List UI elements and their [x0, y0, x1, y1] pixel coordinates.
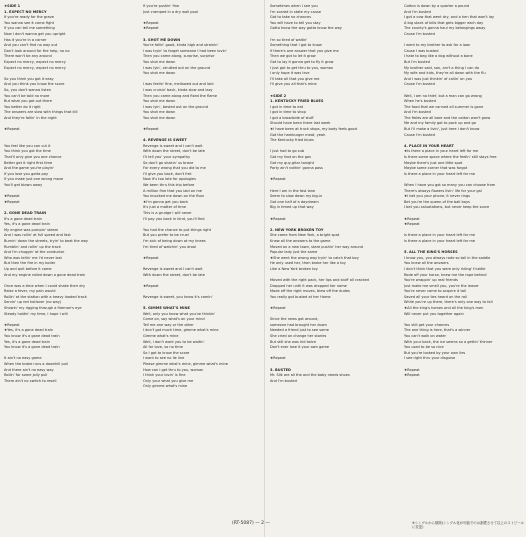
lyric-line: You still get your chances	[404, 322, 450, 327]
lyric-line: Expect no mercy, expect no mercy	[4, 65, 66, 70]
lyric-line: When I have you got so many you can choose from	[404, 183, 496, 187]
lyric-line: Rollin' at the station with a heavy loaded track	[4, 294, 87, 299]
lyric-line: I'll give you all that's mine	[270, 82, 317, 87]
lyric-line: ★Repeat	[404, 373, 420, 378]
lyric-line: So you think you got it easy	[4, 76, 54, 81]
lyric-line: You knocked me down on the floor	[143, 194, 205, 199]
lyric-line: Got to take no chances	[270, 15, 312, 20]
lyric-line: Will never put you together again	[404, 311, 464, 316]
footnote: ※シングルから削除(シングル化が可能でのは割愛させて以上のストピールに変更)	[412, 521, 524, 530]
lyric-line: The Kentucky fried blues	[270, 138, 314, 143]
lyric-line: That'll only give you one chance	[4, 155, 62, 160]
lyric-line: I'll take all that you give me	[270, 76, 320, 81]
lyric-line: Bet you're the queen of the ball boys	[404, 199, 470, 204]
lyric-line: And you can't find no way out	[4, 43, 58, 48]
lyric-line: 3. SHOT ME DOWN	[143, 37, 181, 42]
lyric-line: If you make just one wrong move	[4, 177, 64, 182]
lyric-line: He only used her, then broke her like a toy	[270, 261, 346, 266]
lyric-line: And I'm busted	[404, 110, 431, 115]
lyric-line: Gimme what's mine	[143, 334, 179, 339]
lyric-line: While you're up there, there's only one way to fall	[404, 300, 493, 305]
lyric-line: It's just a matter of time	[143, 205, 187, 210]
lyric-line: The county's gonna haul my belongings away	[404, 26, 486, 31]
lyric-line: But you prefer to be cruel	[143, 233, 189, 238]
lyric-line: But then the fire in my boiler	[4, 261, 56, 266]
lyric-line: Servin' up red hotlover (no way)	[4, 300, 62, 305]
lyric-line: You wanna see it come fight	[4, 20, 54, 25]
lyric-line: You shot me down	[143, 71, 176, 76]
lyric-line: There won't be any around	[4, 54, 52, 59]
lyric-line: There ain't no switch to resell	[4, 378, 57, 383]
lyric-line: You knew all the answers	[404, 261, 449, 266]
lyric-line: But you're looked by your own lies	[404, 350, 466, 355]
lyric-line: 1. KENTUCKY FRIED BLUES	[270, 99, 324, 104]
lyric-line: The one thing is here, that's a winner	[404, 328, 471, 333]
lyric-line: I want to see no lie line	[143, 356, 185, 361]
catalog-code: (RT-5087) — 2 —	[232, 521, 270, 526]
lyric-line: You think you got the time	[4, 149, 51, 154]
lyric-line: If you're ready for the grave	[4, 15, 54, 20]
lyric-line: Like a New York broken toy	[270, 266, 318, 271]
lyric-line: I'll pay you back in kind, you'll find	[143, 216, 205, 221]
lyric-line: I was tryin' to forget someone I had been lovin'	[143, 48, 227, 53]
lyric-line: 1. EXPECT NO MERCY	[4, 9, 47, 14]
lyric-line: A big stack of bills that gets bigger each day	[404, 20, 484, 25]
lyric-line: You shot me down	[143, 99, 176, 104]
lyric-line: Steady holdin' my time, I hope I will	[4, 311, 68, 316]
lyric-line: I was feelin' fine, mellowed out and laid	[143, 82, 214, 87]
lyric-line: I got a cow that went dry, and a hen that won't lay	[404, 15, 495, 20]
lyric-line: ★Repeat	[270, 306, 286, 311]
lyric-line: Needed a friend just to see some	[270, 328, 329, 333]
lyric-line: This is a grudge I will never	[143, 210, 192, 215]
lyric-line: ★Repeat	[270, 216, 286, 221]
lyric-line: Then you came along, surprise, surprise	[143, 54, 215, 59]
lyric-line: She cried on change her stories	[270, 334, 327, 339]
lyric-line: I went to my brother to ask for a loan	[404, 43, 471, 48]
lyric-line: ★Repeat	[143, 20, 159, 25]
lyric-line: But I'm busted	[404, 59, 430, 64]
lyric-line: Well, I am no thief, but a man can go wrong	[404, 93, 482, 98]
lyric-line: So I got to know the score	[143, 350, 190, 355]
lyric-line: Now I don't wanna get you upright	[4, 31, 66, 36]
lyric-line: 5. ALL THE KING'S HORSES	[404, 250, 458, 255]
lyric-line: It ain't no easy game	[4, 356, 42, 361]
lyric-line: Please gimme what's mine, gimme what's mine	[143, 362, 228, 366]
lyric-line: Gotta know the way gotta know the way	[270, 26, 342, 31]
lyric-line: And I'm busted	[404, 9, 431, 14]
lyric-line: Sometimes when I see you	[270, 4, 318, 8]
lyric-line: ★Repeat	[404, 222, 420, 227]
lyric-line: Then you came along and fixed the flame	[143, 93, 218, 98]
lyric-line: I hate to beg like a dog without a bone	[404, 54, 473, 59]
lyric-line: Big in timed up that way	[270, 205, 314, 210]
lyric-line: ★Repeat	[4, 199, 20, 204]
lyric-line: And you think you know the score	[4, 82, 65, 87]
lyric-line: Who was tellin' me I'd never last	[4, 255, 62, 260]
lyric-line: You can't be told no more	[4, 93, 50, 98]
lyric-line: ★Repeat	[143, 127, 159, 132]
lyric-line: Now it's too late for apologies	[143, 177, 196, 182]
lyric-line: 4. REVENGE IS SWEET	[143, 138, 187, 143]
lyric-line: Is there some space where the feelin' still stays free	[404, 155, 497, 160]
lyric-line: ★Repeat	[4, 194, 20, 199]
lyric-line: Got the hamburger meat, yeah	[270, 132, 326, 137]
lyric-line: Me and my family got to pack up and go	[404, 121, 476, 126]
lyric-line: You feel like you can cut it	[4, 143, 51, 148]
lyric-line: So don't go shakin' us brave	[143, 160, 194, 165]
lyric-line: Got my guy-gitar tonight	[270, 160, 315, 165]
lyric-line: I think your lovin' is fine	[143, 373, 186, 378]
lyric-line: 2. NEW YORK BROKEN TOY	[270, 227, 324, 232]
lyric-line: Up and quit before it came	[4, 266, 52, 271]
lyric-line: We been thru this trip before	[143, 183, 195, 187]
lyric-line: Is there a place in your heart left for me	[404, 233, 476, 238]
lyric-line: You'll get blown away	[4, 183, 43, 187]
lyric-line: If you lose you gotta pay	[4, 171, 49, 176]
lyric-line: And I was rollin' at full speed and fast	[4, 233, 71, 238]
lyric-line: ★I have been at truck stops, my body feels good	[270, 127, 357, 132]
lyric-line: Saved all your lies heard on the rail	[404, 294, 468, 299]
lyric-line: Something that I got to know	[270, 43, 322, 48]
lyric-line: But I'll make a livin', just here I don't know	[404, 127, 480, 132]
lyric-line: Don't look around for the help, no no	[4, 48, 70, 53]
lyric-line: Maybe some corner that was forgot	[404, 166, 468, 171]
lyric-line: You had the chance to put things right	[143, 227, 212, 232]
lyric-line: There's always flowers livin' life for your gal	[404, 188, 482, 193]
lyric-line: With down the street, don't be late	[143, 149, 205, 154]
lyric-line: I don't got much time, gimme what's mine	[143, 328, 219, 333]
lyric-line: The food that we canned all summer is gone	[404, 104, 484, 109]
lyric-line: You know it's a gone dead train	[4, 345, 60, 350]
lyric-line: Cause I'm busted	[404, 31, 435, 36]
lyric-line: Tell me one way or the other	[143, 322, 194, 327]
lyric-line: You used to be so nice	[404, 345, 444, 350]
page-fold	[264, 0, 265, 537]
lyric-line: A million fine that you laid on me	[143, 188, 202, 193]
lyric-line: ★Repeat	[4, 127, 20, 132]
lyric-line: So, you don't wanna listen	[4, 87, 51, 92]
lyric-line: 4. PLACE IN YOUR HEART	[404, 143, 454, 148]
lyric-line: But what you got out there	[4, 99, 52, 104]
lyric-line: Better get it right first time	[4, 160, 53, 165]
lyric-line: Cause I'm busted	[404, 82, 435, 87]
lyric-line: Popular lady just the same	[270, 250, 318, 255]
lyric-line: ★SIDE 2	[270, 93, 287, 98]
lyric-line: Has it you're in a corner	[4, 37, 47, 42]
lyric-line: I was cruisin' back, kinda slow and lazy	[143, 87, 213, 92]
lyric-line: Only your what you give me	[143, 378, 194, 383]
lyric-line: ★Repeat	[270, 356, 286, 361]
lyric-line: ★Repeat	[404, 367, 420, 372]
lyric-line: And I'm busted	[270, 378, 297, 383]
lyric-line: You better do it right	[4, 104, 41, 109]
lyric-line: Dropped her until it was dropped her name	[270, 283, 347, 288]
lyric-line: Made off the right moves, blew off the dudes	[270, 289, 350, 294]
lyric-line: And I was just thinkin' of callin' on you	[404, 76, 473, 81]
lyric-line: ★SIDE 1	[4, 4, 21, 8]
lyric-line: You shot me down	[143, 59, 176, 64]
lyric-line: 3. BUSTED	[270, 367, 291, 372]
lyric-line: With your back, the ice seems so a gettin' thinner	[404, 339, 493, 344]
lyric-line: With down the street, don't be late	[143, 272, 205, 277]
lyric-line: ★Is there a place in your heart left for me	[404, 149, 479, 154]
lyric-line: My brother said, son, ain't a thing I can do	[404, 65, 480, 70]
lyric-line: I see right thru your disguise	[404, 356, 456, 361]
lyric-line: Don't ever lose it your own game	[270, 345, 330, 350]
lyric-line: You really got busted at her Home	[270, 294, 331, 299]
lyric-line: I bet you saluatations, but never keep the score	[404, 205, 490, 210]
lyric-line: Showin' my rigging through a fireman's eye	[4, 306, 82, 311]
lyric-line: Got one half of a daydream	[270, 199, 319, 204]
lyric-line: And there ain't no easy way	[4, 367, 54, 372]
lyric-line: I just had to go sub	[270, 149, 305, 154]
lyrics-column-3	[270, 4, 390, 384]
lyric-line: I just got to get thru to you, woman	[270, 65, 334, 70]
lyric-line: I'm so tired of waitin'	[270, 37, 308, 42]
lyric-line: And they're fallin' in the night	[4, 115, 57, 120]
lyric-line: Mr. Silk are all the and the baby needs shoes	[270, 373, 350, 378]
lyric-line: You're fallin' good, kinda high and strainin'	[143, 43, 219, 48]
lyric-line: 5. GIMME WHAT'S MINE	[143, 306, 190, 311]
lyrics-column-2	[143, 4, 263, 390]
lyric-line: Revenge is sweet and I can't wait	[143, 266, 203, 271]
lyric-line: You will have to tell you stay	[270, 20, 321, 25]
lyric-line: ★Yes, it's a gone dead train	[4, 328, 54, 333]
lyric-line: My wife and kids, they're all down with the flu	[404, 71, 486, 76]
lyric-line: ★Repeat	[4, 322, 20, 327]
lyric-line: And the game you're playin'	[4, 166, 55, 171]
lyric-line: It's a gone dead train	[4, 216, 42, 221]
lyric-line: Is there a place in your heart left for me	[404, 238, 476, 243]
lyric-line: Come on, say what's on your mind	[143, 317, 205, 322]
lyric-line: someone had brought her down	[270, 322, 327, 327]
lyric-line: You can't walk on water	[404, 334, 446, 339]
lyric-line: You're never came to acquire it tall	[404, 289, 466, 294]
lyric-line: Revenge is sweet and I can't wait	[143, 143, 203, 148]
lyric-line: I got a broadside of stuff	[270, 115, 314, 120]
lyric-line: Just cramped in a dry wall pool	[143, 9, 198, 14]
lyric-line: Expect no mercy, expect no mercy	[4, 59, 66, 64]
lyric-line: Since the news got around,	[270, 317, 319, 322]
lyric-line: Well, only you know what you've thinkin'	[143, 311, 216, 316]
lyric-line: You shot me down	[143, 115, 176, 120]
lyric-line: Moved on a new town, stare pushin' her way around	[270, 244, 363, 249]
lyric-line: Once was a time when I could shake their dry	[4, 283, 86, 288]
lyric-line: Maybe there's just one little spot	[404, 160, 463, 165]
lyric-line: Yes, it's a gone dead train	[4, 339, 50, 344]
lyric-line: I'm scared in state my cause	[270, 9, 322, 14]
lyric-line: I'll give you back, don't fret	[143, 171, 192, 176]
lyric-line: Cause I was busted	[404, 48, 439, 53]
lyric-line: Got to lay it gonna get to fly it grow	[270, 59, 334, 64]
lyric-line: For every wrong that you did to me	[143, 166, 206, 171]
lyric-line: The answers are slow with things that kill	[4, 110, 78, 115]
lyric-line: I don't think that you were only riding' t'cattle	[404, 266, 486, 271]
lyric-line: Only gimme what's mine	[143, 384, 188, 389]
lyric-line: Moved with the right pack, her lips and stuff all cracked	[270, 278, 369, 283]
lyric-line: If you can tell me something	[4, 26, 55, 31]
lyric-line: I'm tired of watchin' you drool	[143, 244, 197, 249]
lyric-line: ★Repeat	[143, 283, 159, 288]
lyric-line: My engine was pumpin' steam	[4, 227, 59, 232]
lyric-line: And my engine rolled down a gone dead train	[4, 272, 86, 277]
lyric-line: ★All the king's horses and all the king's men	[404, 306, 484, 311]
lyric-line: And I'm chuggin' at the conductor	[4, 250, 65, 255]
lyric-line: You shot me down	[143, 110, 176, 115]
lyric-line: Rollin' for some jolly pull	[4, 373, 48, 378]
lyric-line: Just make me smell you, you're the leaver	[404, 283, 479, 288]
lyric-line: When he's busted	[404, 99, 436, 104]
lyric-line: Cotton is down by a quarter a pound	[404, 4, 470, 8]
lyric-line: ★I'm gonna get you back	[143, 199, 189, 204]
lyric-line: The fields are all bare and the cotton won't grow	[404, 115, 491, 120]
lyric-line: I got in time to eat	[270, 104, 304, 109]
lyric-line: ★Repeat	[404, 216, 420, 221]
lyric-line: I know you, you always rode so tall in the saddle	[404, 255, 491, 260]
lyric-line: I'm sick of being down at my knees	[143, 238, 206, 243]
lyric-line: I was lyin', bested out on the ground	[143, 104, 208, 109]
lyric-line: Well, I don't want you to be waitin'	[143, 339, 205, 344]
lyric-line: Got my foot on the gas	[270, 155, 311, 160]
lyric-line: ★Repeat	[270, 177, 286, 182]
lyric-line: Should have been there last week	[270, 121, 331, 126]
lyric-line: ★I bet you your phone, it never rings	[404, 194, 470, 199]
lyric-line: If there's one answer that you give me	[270, 48, 339, 53]
lyric-line: Seem to slow down my big-in	[270, 194, 323, 199]
lyric-line: You know it's a gone dead train	[4, 334, 60, 339]
lyric-line: I only hope it was true	[270, 71, 310, 76]
lyric-line: Revenge is sweet, you know it's comin'	[143, 294, 213, 299]
lyric-line: Burnin' down the streets, tryin' to beat the way	[4, 238, 89, 243]
lyric-line: ★Repeat	[143, 255, 159, 260]
lyric-line: She came from New York, a bright spot	[270, 233, 340, 238]
lyric-line: Rode off your horse, knew me the rope behind	[404, 272, 487, 277]
lyric-line: Raise a fever, my pain would	[4, 289, 56, 294]
lyric-line: If you're pushin' fine	[143, 4, 180, 8]
lyric-line: Cause I'm busted	[404, 132, 435, 137]
lyric-line: ★She went the wrong way tryin' to catch that boy	[270, 255, 359, 260]
lyric-line: Is there a place in your heart left for me	[404, 171, 476, 176]
lyric-line: ★Repeat	[143, 26, 159, 31]
lyric-line: Rumblin' and rollin' up the track	[4, 244, 61, 249]
lyric-line: I'll tell you' your sympathy	[143, 155, 191, 160]
lyrics-column-4	[404, 4, 524, 379]
lyric-line: You're wrappin' up real friends	[404, 278, 458, 283]
lyric-line: Then we got to let it grow	[270, 54, 316, 59]
lyric-line: But still she was hid twice	[270, 339, 316, 344]
lyric-line: Yes, it's a gone dead train	[4, 222, 50, 227]
lyric-line: I got in time to shop	[270, 110, 306, 115]
lyrics-column-1	[4, 4, 124, 384]
lyric-line: All for love, so no time	[143, 345, 183, 350]
lyric-line: When the brake runs a downhill pull	[4, 362, 68, 366]
lyric-line: How can I get thru to you, woman	[143, 367, 204, 372]
lyric-line: Party ain't nothin' gonna pass	[270, 166, 323, 171]
lyric-line: Here I am in the fast lane	[270, 188, 316, 193]
lyric-line: 2. GONE DEAD TRAIN	[4, 210, 47, 215]
lyric-line: I was lyin', strutted out on the ground	[143, 65, 211, 70]
lyric-line: Knew all the answers to the game	[270, 238, 331, 243]
